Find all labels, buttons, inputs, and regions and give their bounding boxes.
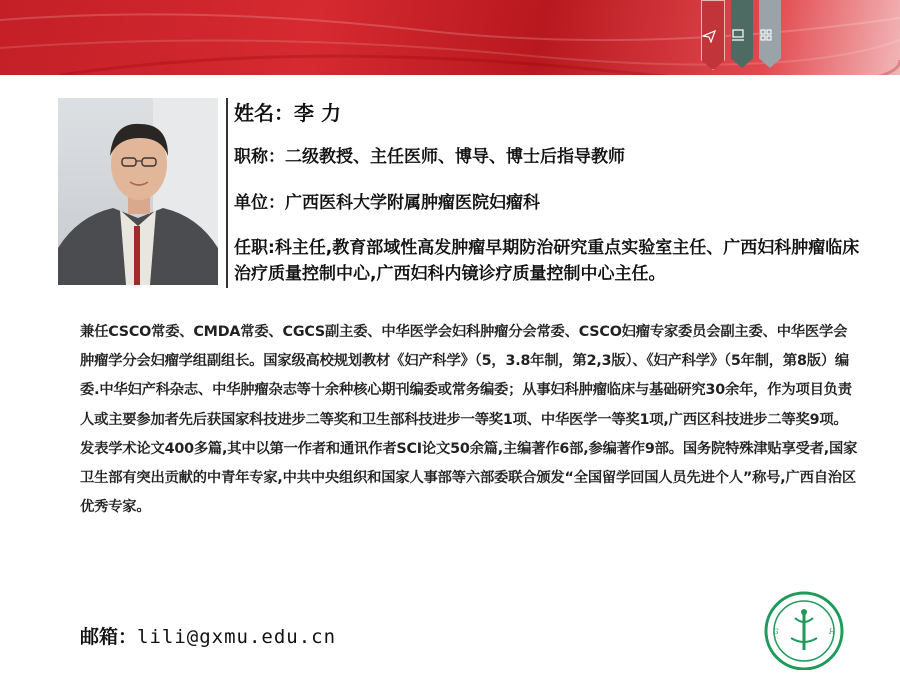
unit-value: 广西医科大学附属肿瘤医院妇瘤科 xyxy=(285,193,540,213)
logo-letter-g: G xyxy=(773,628,779,636)
title-row xyxy=(234,142,625,167)
paper-plane-icon xyxy=(702,29,716,43)
profile-photo xyxy=(58,98,218,285)
unit-label: 单位： xyxy=(234,193,285,213)
divider-line xyxy=(226,98,228,288)
header-banner xyxy=(0,0,900,75)
header-tabs xyxy=(701,0,781,70)
name-value: 李 力 xyxy=(294,101,341,125)
email-label: 邮箱： xyxy=(80,626,138,648)
monitor-icon xyxy=(731,28,745,42)
duty-value: 科主任,教育部域性高发肿瘤早期防治研究重点实验室主任、广西妇科肿瘤临床治疗质量控制中心,广西妇科内镜诊疗质量控制中心主任。 xyxy=(234,238,860,284)
tab-computer[interactable] xyxy=(731,0,753,68)
email-row xyxy=(80,622,336,649)
logo-letter-h: H xyxy=(829,628,836,636)
book-icon xyxy=(759,28,773,42)
tab-book[interactable] xyxy=(759,0,781,68)
hospital-emblem-icon xyxy=(757,588,851,670)
portrait-image xyxy=(58,98,218,285)
name-row xyxy=(234,97,341,126)
title-label: 职称： xyxy=(234,147,285,167)
tab-send[interactable] xyxy=(701,0,725,70)
email-address[interactable]: lili@gxmu.edu.cn xyxy=(137,626,337,648)
title-value: 二级教授、主任医师、博导、博士后指导教师 xyxy=(285,147,625,167)
name-label: 姓名： xyxy=(234,101,294,125)
duty-label: 任职: xyxy=(234,238,275,258)
biography-text: 兼任CSCO常委、CMDA常委、CGCS副主委、中华医学会妇科肿瘤分会常委、CSCO妇瘤专家委员会副主委、中华医学会肿瘤学分会妇瘤学组副组长。国家级高校规划教材《妇产科学》（5，3.8年制，第2,3版）、《妇产科学》（5年制，第8版）编委.中华妇产科杂志、中华肿瘤杂志等十余种核心期刊编委或常务编委；从事妇科肿瘤临床与基础研究30余年，作为项目负责人或主要参加者先后获国家科技进步二等奖和卫生部科技进步一等奖1项、中华医学一等奖1项,广西区科技进步二等奖9项。发表学术论文400多篇,其中以第一作者和通讯作者SCI论文50余篇,主编著作6部,参编著作9部。国务院特殊津贴享受者,国家卫生部有突出贡献的中青年专家,中共中央组织和国家人事部等六部委联合颁发“全国留学回国人员先进个人”称号,广西自治区优秀专家。 xyxy=(80,324,858,516)
unit-row xyxy=(234,188,540,213)
duty-row xyxy=(234,235,874,287)
